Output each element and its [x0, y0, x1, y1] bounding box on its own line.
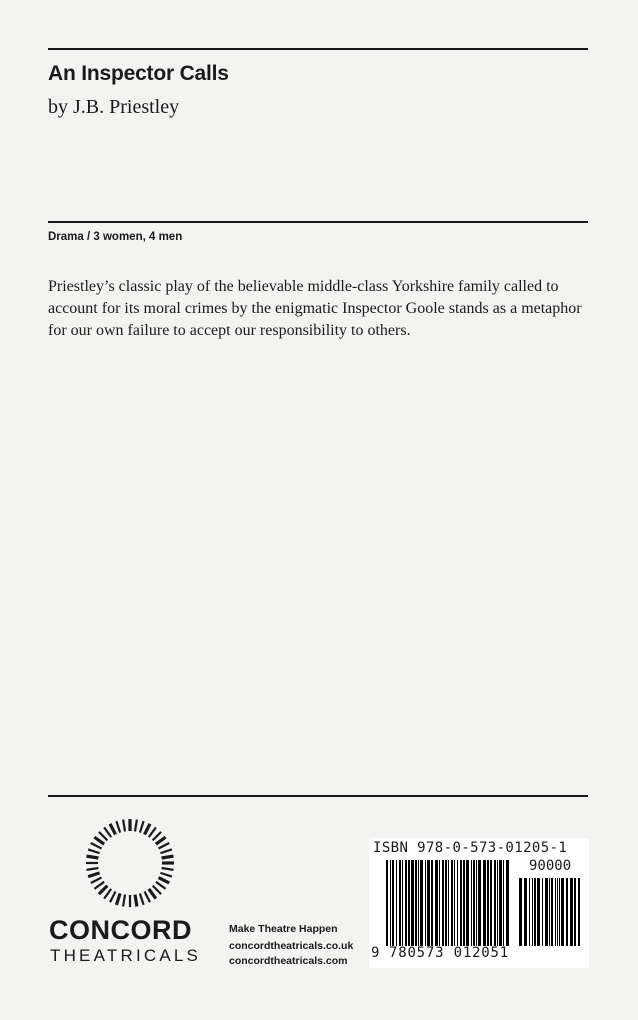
website-com[interactable]: concordtheatricals.com	[229, 955, 348, 967]
barcode-bar	[532, 878, 533, 946]
logo-ray	[153, 886, 161, 894]
top-rule	[48, 48, 588, 50]
barcode-bars	[386, 860, 514, 946]
logo-ray	[135, 895, 137, 907]
book-author: by J.B. Priestley	[48, 96, 180, 118]
barcode-bar	[542, 878, 543, 946]
barcode-bar	[442, 860, 444, 946]
barcode-bar	[411, 860, 414, 946]
barcode-bar	[557, 878, 558, 946]
barcode-bar	[473, 860, 475, 946]
website-uk[interactable]: concordtheatricals.co.uk	[229, 940, 354, 952]
barcode-bar	[551, 878, 553, 946]
barcode-bar	[524, 878, 527, 946]
barcode-bar	[399, 860, 401, 946]
logo-ray	[159, 843, 170, 848]
barcode-bar	[534, 878, 536, 946]
barcode-bar	[460, 860, 462, 946]
price-code: 90000	[529, 858, 572, 874]
logo-ray	[99, 886, 107, 894]
book-title: An Inspector Calls	[48, 62, 229, 85]
logo-ray	[91, 843, 102, 848]
barcode-bar	[457, 860, 458, 946]
logo-ray	[91, 878, 102, 883]
logo-ray	[88, 873, 99, 877]
barcode-bar	[451, 860, 453, 946]
barcode-bar	[415, 860, 417, 946]
logo-ray	[140, 893, 144, 904]
concord-logo-icon	[82, 815, 178, 911]
publisher-subname: THEATRICALS	[50, 946, 202, 965]
logo-ray	[88, 849, 99, 853]
barcode-bar	[471, 860, 472, 946]
logo-ray	[116, 821, 120, 832]
logo-ray	[116, 893, 120, 904]
barcode-bar	[425, 860, 426, 946]
logo-ray	[149, 827, 156, 837]
genre-rule	[48, 221, 588, 223]
logo-ray	[153, 832, 161, 840]
isbn-barcode	[369, 838, 589, 968]
barcode-bar	[392, 860, 394, 946]
barcode-bar	[466, 860, 469, 946]
barcode-bar	[574, 878, 576, 946]
logo-ray	[145, 824, 150, 835]
logo-ray	[110, 824, 115, 835]
genre-cast-info: Drama / 3 women, 4 men	[48, 231, 183, 243]
logo-ray	[87, 856, 99, 858]
barcode-bar	[445, 860, 447, 946]
logo-ray	[99, 832, 107, 840]
barcode-bar	[463, 860, 465, 946]
logo-ray	[140, 821, 144, 832]
barcode-bar	[490, 860, 492, 946]
bottom-rule	[48, 795, 588, 797]
barcode-bar	[448, 860, 449, 946]
barcode-bar	[418, 860, 419, 946]
logo-ray	[135, 820, 137, 832]
logo-ray	[162, 856, 174, 858]
publisher-name: CONCORD	[49, 915, 192, 945]
logo-ray	[94, 882, 104, 889]
barcode-bar	[408, 860, 410, 946]
logo-ray	[156, 837, 166, 844]
logo-ray	[104, 827, 111, 837]
barcode-bar	[390, 860, 391, 946]
barcode-bar	[431, 860, 433, 946]
logo-ray	[160, 873, 171, 877]
barcode-bar	[566, 878, 568, 946]
publisher-tagline: Make Theatre Happen	[229, 923, 338, 935]
barcode-bar	[478, 860, 481, 946]
book-blurb: Priestley’s classic play of the believable middle-class Yorkshire family called to account for its moral crimes by the enigmatic Inspector Goole stands as a metaphor for our own failure to accept our responsibility to others.	[48, 278, 582, 339]
barcode-bar	[435, 860, 438, 946]
barcode-bar	[439, 860, 440, 946]
barcode-bar	[483, 860, 486, 946]
addon-bars	[519, 878, 585, 946]
barcode-digits: 780573 012051	[389, 945, 509, 961]
barcode-bar	[503, 860, 504, 946]
barcode-bar	[497, 860, 498, 946]
barcode-bar	[555, 878, 556, 946]
logo-ray	[149, 889, 156, 899]
barcode-bar	[545, 878, 548, 946]
barcode-bar	[537, 878, 540, 946]
isbn-label: ISBN 978-0-573-01205-1	[373, 840, 568, 856]
logo-ray	[162, 868, 174, 870]
logo-ray	[123, 895, 125, 907]
barcode-bar	[559, 878, 560, 946]
barcode-bar	[549, 878, 550, 946]
logo-ray	[160, 849, 171, 853]
logo-ray	[87, 868, 99, 870]
logo-ray	[123, 820, 125, 832]
logo-ray	[159, 878, 170, 883]
barcode-bar	[561, 878, 564, 946]
logo-ray	[110, 892, 115, 903]
barcode-bar	[405, 860, 407, 946]
barcode-bar	[487, 860, 489, 946]
barcode-bar	[570, 878, 573, 946]
barcode-bar	[529, 878, 530, 946]
logo-ray	[94, 837, 104, 844]
logo-ray	[145, 892, 150, 903]
barcode-bar	[402, 860, 403, 946]
barcode-bar	[499, 860, 502, 946]
barcode-bar	[578, 878, 580, 946]
barcode-bar	[427, 860, 430, 946]
barcode-bar	[386, 860, 388, 946]
barcode-bar	[506, 860, 509, 946]
logo-ray	[104, 889, 111, 899]
barcode-bar	[454, 860, 455, 946]
barcode-bar	[494, 860, 496, 946]
barcode-lead-digit: 9	[371, 945, 380, 961]
barcode-bar	[519, 878, 522, 946]
barcode-bar	[420, 860, 423, 946]
logo-ray	[156, 882, 166, 889]
barcode-bar	[476, 860, 477, 946]
barcode-bar	[396, 860, 397, 946]
